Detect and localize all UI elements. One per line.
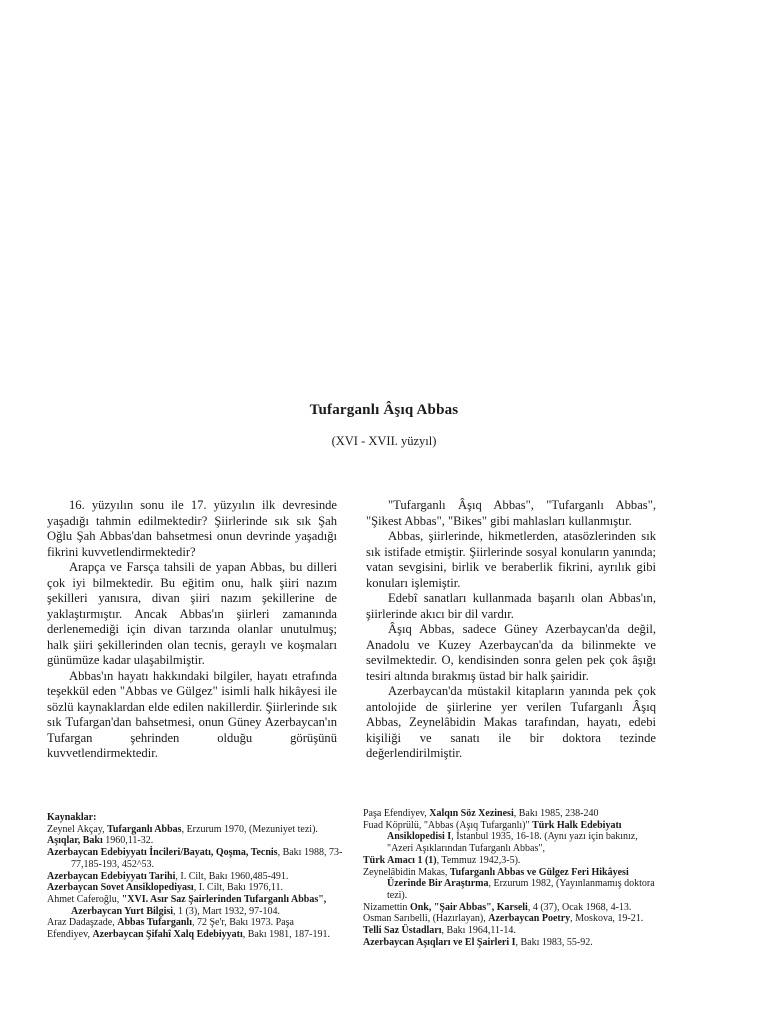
references-heading: Kaynaklar: — [47, 812, 97, 823]
reference-bold: "XVI. Asır Saz Şairlerinden Tufarganlı Abbas", Azerbaycan Yurt Bilgisi — [71, 893, 327, 917]
reference-post: 1960,11-32. — [102, 835, 154, 847]
reference-post: , Bakı 1985, 238-240 — [513, 808, 599, 819]
reference-bold: Türk Amacı 1 (1) — [363, 854, 437, 866]
reference-pre: Nizamettin — [363, 901, 410, 913]
reference-entry — [47, 917, 347, 929]
reference-bold: Azerbaycan Edebiyyatı Tarihi — [47, 870, 176, 882]
reference-bold: Türk Halk Edebiyatı Ansiklopedisi I — [387, 819, 622, 843]
reference-post: , İstanbul 1935, 16-18. (Aynı yazı için bakınız, "Azeri Aşıklarından Tufarganlı Abbas", — [387, 831, 638, 855]
reference-entry — [363, 820, 661, 855]
reference-pre: Paşa Efendiyev, — [363, 808, 430, 819]
reference-pre: Zeynel Akçay, — [47, 823, 108, 835]
reference-post: , I. Cilt, Bakı 1976,11. — [193, 882, 284, 894]
reference-entry — [47, 929, 347, 941]
references-right — [363, 808, 661, 948]
left-column — [47, 498, 337, 762]
paragraph: Âşıq Abbas, sadece Güney Azerbaycan'da değil, Anadolu ve Kuzey Azerbaycan'da da bilinmekte ve sevilmektedir. O, kendisinden sonra gelen pek çok âşığı tesiri altında bırakmış üstad bir halk şairidir. — [366, 622, 656, 683]
reference-entry — [47, 871, 347, 883]
reference-pre: Zeynelâbidin Makas, — [363, 866, 450, 878]
reference-post: , Bakı 1988, 73-77,185-193, 452^53. — [71, 847, 343, 870]
reference-list — [363, 808, 661, 948]
reference-bold: Azerbaycan Sovet Ansiklopediyası — [47, 882, 194, 894]
reference-post: , Bakı 1964,11-14. — [441, 925, 516, 937]
reference-entry — [363, 855, 661, 867]
reference-pre: Efendiyev, — [47, 929, 93, 941]
reference-post: , 72 Şe'r, Bakı 1973. Paşa — [192, 917, 294, 929]
reference-post: , Erzurum 1982, (Yayınlanmamış doktora tezi). — [387, 878, 655, 901]
reference-pre: Osman Sarıbelli, (Hazırlayan), — [363, 913, 489, 925]
reference-entry — [363, 902, 661, 914]
reference-entry — [363, 925, 661, 937]
reference-list — [47, 824, 347, 941]
paragraph: Abbas'ın hayatı hakkındaki bilgiler, hayatı etrafında teşekkül eden "Abbas ve Gülgez" isimli halk hikâyesi ile sözlü kaynaklardan elde edilen nakillerdir. Şiirlerinde sık sık Tufargan'dan bahsetmesi, onun Güney Azerbaycan'ın Tufargan şehrinden olduğu görüşünü kuvvetlendirmektedir. — [47, 668, 337, 760]
reference-bold: Tufarganlı Abbas ve Gülgez Feri Hikâyesi Üzerinde Bir Araştırma — [387, 866, 629, 890]
reference-entry — [363, 808, 661, 820]
paragraph: Edebî sanatları kullanmada başarılı olan Abbas'ın, şiirlerinde akıcı bir dil vardır. — [366, 591, 656, 621]
article-subtitle: (XVI - XVII. yüzyıl) — [331, 434, 437, 448]
reference-entry — [47, 894, 347, 917]
reference-bold: Azerbaycan Edebiyyatı İncileri/Bayatı, Qoşma, Tecnis — [47, 847, 278, 859]
reference-pre: Ahmet Caferoğlu, — [47, 893, 122, 905]
paragraph: Arapça ve Farsça tahsili de yapan Abbas, bu dilleri çok iyi bilmektedir. Bu eğitim onu, halk şiiri nazım şekilleri yanısıra, divan şiiri nazım şekillerine de yaklaştırmıştır. Ancak Abbas'ın şiirleri zamanında derlenemediği için divan tarzında olanlar unutulmuş; halk şiiri şekillerinden olan tecnis, geraylı ve koşmaları günümüze kadar ulaşabilmiştir. — [47, 560, 337, 667]
paragraph: Abbas, şiirlerinde, hikmetlerden, atasözlerinden sık sık istifade etmiştir. Şiirlerinde sosyal konuların yanında; vatan sevgisini, birlik ve beraberlik fikrini, ayrılık gibi konuları işlemiştir. — [366, 529, 656, 590]
reference-post: , Erzurum 1970, (Mezuniyet tezi). — [181, 823, 318, 835]
reference-bold: Azerbaycan Şifahî Xalq Edebiyyatı — [92, 929, 243, 941]
right-column — [366, 498, 656, 762]
reference-bold: Tufarganlı Abbas — [107, 823, 182, 835]
reference-pre: Araz Dadaşzade, — [47, 917, 118, 929]
reference-pre: Fuad Köprülü, "Abbas (Aşıq Tufarganlı)" — [363, 819, 533, 831]
references-left — [47, 812, 347, 941]
reference-bold: Azerbaycan Aşıqları ve El Şairleri I — [363, 936, 516, 948]
reference-bold: Aşıqlar, Bakı — [47, 835, 103, 847]
paragraph: "Tufarganlı Âşıq Abbas", "Tufarganlı Abbas", "Şikest Abbas", "Bikes" gibi mahlasları kullanmıştır. — [366, 498, 656, 528]
reference-post: , 4 (37), Ocak 1968, 4-13. — [527, 901, 632, 913]
reference-post: , Moskova, 19-21. — [570, 913, 644, 925]
reference-entry — [363, 867, 661, 902]
reference-bold: Xalqın Söz Xezinesi — [429, 808, 514, 819]
reference-entry — [363, 913, 661, 925]
reference-post: , Bakı 1981, 187-191. — [242, 929, 330, 941]
reference-entry — [363, 937, 661, 949]
reference-entry — [47, 882, 347, 894]
paragraph: Azerbaycan'da müstakil kitapların yanında pek çok antolojide de şiirlerine yer verilen Tufarganlı Âşıq Abbas, Zeynelâbidin Makas tarafından, hayatı, edebi kişiliği ve sanatı ile bir doktora tezinde değerlendirilmiştir. — [366, 684, 656, 760]
reference-entry — [47, 835, 347, 847]
article-title: Tufarganlı Âşıq Abbas — [309, 402, 459, 418]
reference-post: , 1 (3), Mart 1932, 97-104. — [173, 905, 280, 917]
reference-entry — [47, 824, 347, 836]
reference-post: , I. Cilt, Bakı 1960,485-491. — [175, 870, 289, 882]
reference-bold: Azerbaycan Poetry — [488, 913, 571, 925]
paragraph: 16. yüzyılın sonu ile 17. yüzyılın ilk devresinde yaşadığı tahmin edilmektedir? Şiirlerinde sık sık Şah Oğlu Şah Abbas'dan bahsetmesi onun devrinde yaşadığı fikrini kuvvetlendirmektedir? — [47, 498, 337, 559]
reference-post: , Bakı 1983, 55-92. — [515, 936, 593, 948]
reference-bold: Abbas Tufarganlı — [117, 917, 192, 929]
reference-post: , Temmuz 1942,3-5). — [436, 854, 521, 866]
reference-entry — [47, 847, 347, 870]
reference-bold: Telli Saz Üstadları — [363, 925, 442, 937]
reference-bold: Onk, "Şair Abbas", Karseli — [409, 901, 528, 913]
